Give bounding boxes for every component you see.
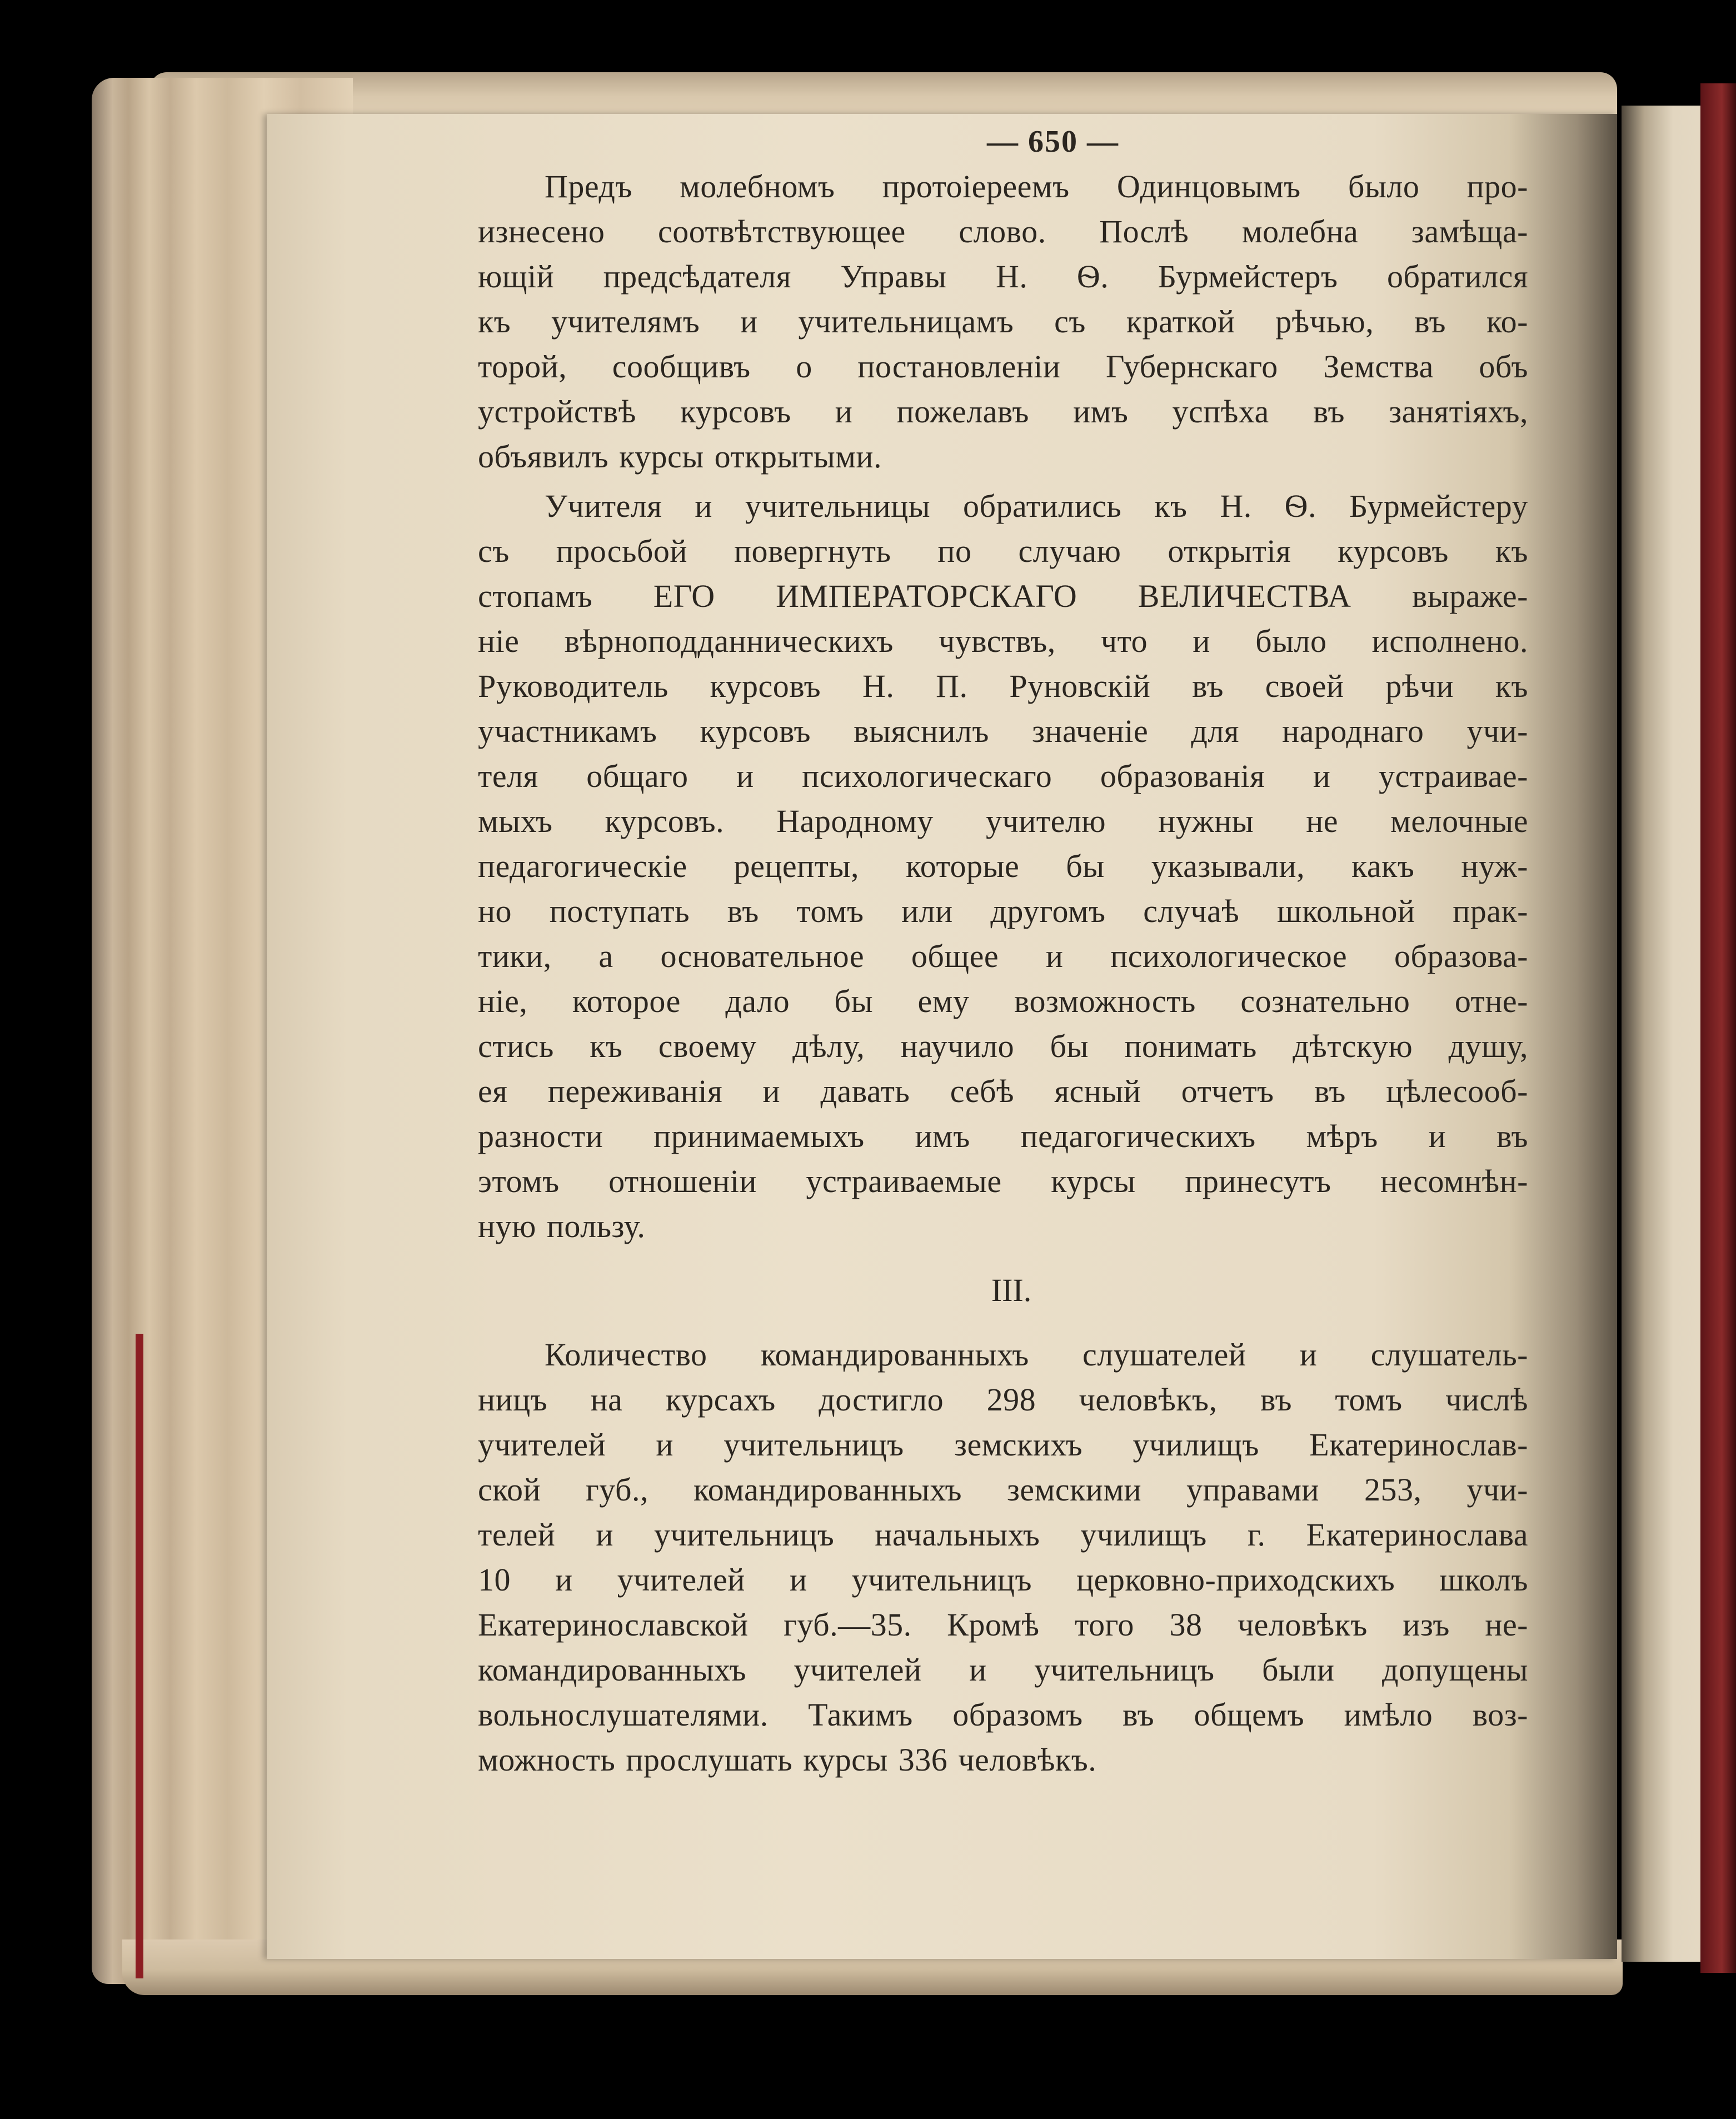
text-line: ея переживанія и давать себѣ ясный отчетъ въ цѣлесооб- xyxy=(478,1073,1528,1109)
text-line: тики, а основательное общее и психологическое образова- xyxy=(478,938,1528,974)
text-line: торой, сообщивъ о постановленіи Губернскаго Земства объ xyxy=(478,348,1528,385)
text-line: вольнослушателями. Такимъ образомъ въ общемъ имѣло воз- xyxy=(478,1697,1528,1733)
text-line: разности принимаемыхъ имъ педагогическихъ мѣръ и въ xyxy=(478,1118,1528,1154)
text-line: объявилъ курсы открытыми. xyxy=(478,438,882,475)
text-line: Руководитель курсовъ Н. П. Руновскій въ своей рѣчи къ xyxy=(478,668,1528,704)
text-line: можность прослушать курсы 336 человѣкъ. xyxy=(478,1742,1097,1778)
text-line: теля общаго и психологическаго образованія и устраивае- xyxy=(478,758,1528,794)
text-line: ную пользу. xyxy=(478,1208,646,1244)
text-line: учителей и учительницъ земскихъ училищъ Екатеринослав- xyxy=(478,1427,1528,1463)
text-line: ніе вѣрноподданническихъ чувствъ, что и было исполнено. xyxy=(478,623,1528,659)
page-text xyxy=(478,119,1528,1782)
text-line: ющій предсѣдателя Управы Н. Ѳ. Бурмейстеръ обратился xyxy=(478,258,1528,295)
text-line: изнесено соотвѣтствующее слово. Послѣ молебна замѣща- xyxy=(478,213,1528,250)
text-line: къ учителямъ и учительницамъ съ краткой рѣчью, въ ко- xyxy=(478,303,1528,340)
bookmark-ribbon xyxy=(136,1334,143,1978)
text-line: участникамъ курсовъ выяснилъ значеніе для народнаго учи- xyxy=(478,713,1528,749)
text-line: этомъ отношеніи устраиваемые курсы принесутъ несомнѣн- xyxy=(478,1163,1528,1199)
text-line: стопамъ ЕГО ИМПЕРАТОРСКАГО ВЕЛИЧЕСТВА выраже- xyxy=(478,578,1528,614)
paragraph-1 xyxy=(478,164,1528,479)
text-line: Предъ молебномъ протоіереемъ Одинцовымъ было про- xyxy=(545,168,1528,205)
text-line: Учителя и учительницы обратились къ Н. Ѳ. Бурмейстеру xyxy=(545,488,1528,524)
text-line: мыхъ курсовъ. Народному учителю нужны не мелочные xyxy=(478,803,1528,839)
text-line: 10 и учителей и учительницъ церковно-приходскихъ школъ xyxy=(478,1562,1528,1598)
text-line: Количество командированныхъ слушателей и слушатель- xyxy=(545,1337,1528,1373)
text-line: телей и учительницъ начальныхъ училищъ г. Екатеринослава xyxy=(478,1517,1528,1553)
page-number: — 650 — xyxy=(987,124,1119,159)
book-cover-edge xyxy=(1700,83,1736,1973)
text-line: педагогическіе рецепты, которые бы указывали, какъ нуж- xyxy=(478,848,1528,884)
text-line: съ просьбой повергнуть по случаю открытія курсовъ къ xyxy=(478,533,1528,569)
text-line: ской губ., командированныхъ земскими управами 253, учи- xyxy=(478,1472,1528,1508)
section-heading: III. xyxy=(991,1272,1032,1308)
text-line: но поступать въ томъ или другомъ случаѣ школьной прак- xyxy=(478,893,1528,929)
text-line: стись къ своему дѣлу, научило бы понимать дѣтскую душу, xyxy=(478,1028,1528,1064)
paragraph-3 xyxy=(478,1332,1528,1782)
text-line: ницъ на курсахъ достигло 298 человѣкъ, въ томъ числѣ xyxy=(478,1382,1528,1418)
paragraph-2 xyxy=(478,483,1528,1249)
text-line: устройствѣ курсовъ и пожелавъ имъ успѣха въ занятіяхъ, xyxy=(478,393,1528,430)
text-line: ніе, которое дало бы ему возможность сознательно отне- xyxy=(478,983,1528,1019)
text-line: Екатеринославской губ.—35. Кромѣ того 38 человѣкъ изъ не- xyxy=(478,1607,1528,1643)
text-line: командированныхъ учителей и учительницъ были допущены xyxy=(478,1652,1528,1688)
